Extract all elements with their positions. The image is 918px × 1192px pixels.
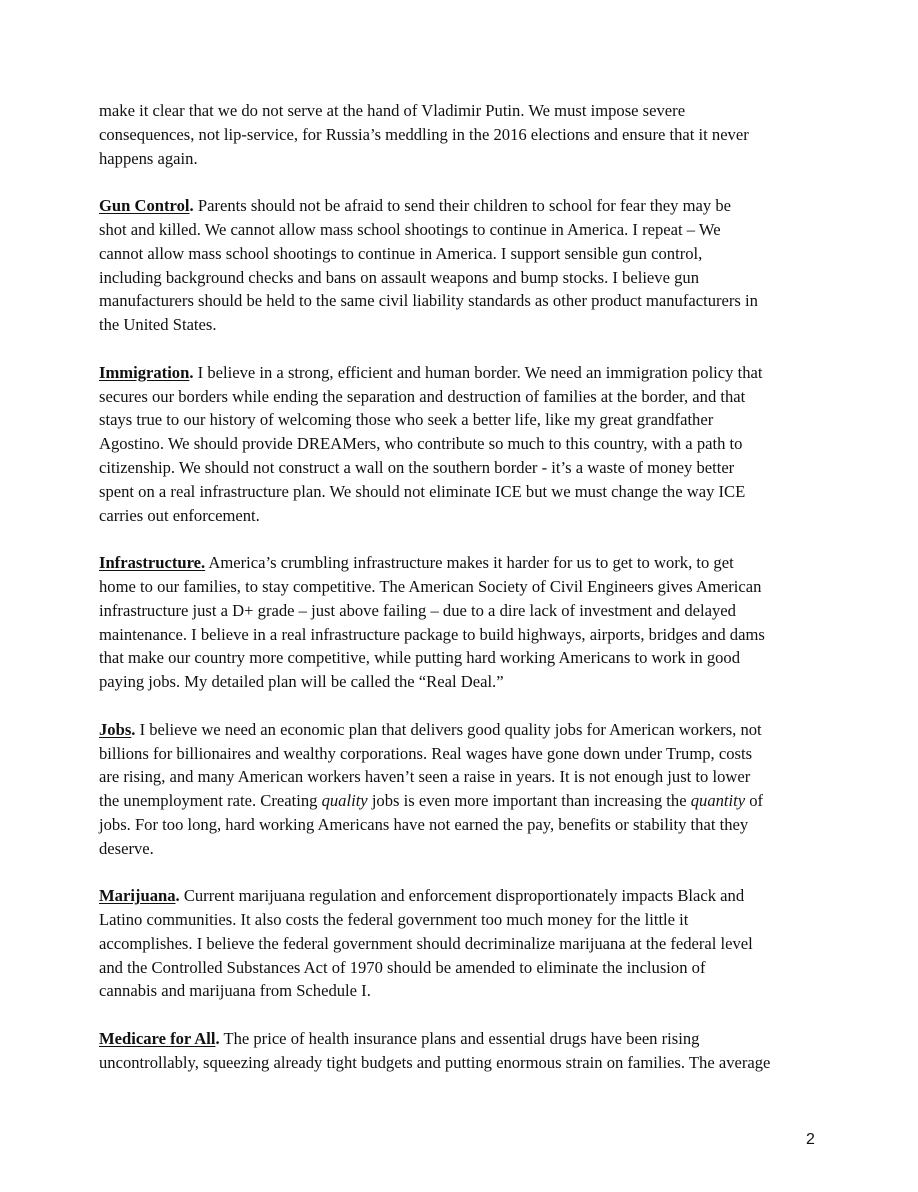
gun-control-heading: Gun Control [99, 196, 190, 216]
text-line: the United States. [99, 315, 217, 335]
text-line [99, 789, 823, 813]
text-line [99, 551, 823, 575]
marijuana-heading: Marijuana [99, 886, 176, 906]
text-line [99, 1027, 823, 1051]
text-run: Parents should not be afraid to send their children to school for fear they may be [193, 196, 731, 216]
gun-control-paragraph [99, 194, 823, 337]
text-line: shot and killed. We cannot allow mass school shootings to continue in America. I repeat – We [99, 219, 721, 239]
page-number: 2 [806, 1131, 815, 1148]
text-line [99, 718, 823, 742]
text-line: happens again. [99, 148, 198, 168]
text-line [99, 361, 823, 385]
text-line: stays true to our history of welcoming those who seek a better life, like my great grandfather [99, 410, 714, 430]
text-line: are rising, and many American workers haven’t seen a raise in years. It is not enough just to lower [99, 767, 751, 787]
intro-paragraph [99, 99, 823, 170]
page-body [99, 99, 823, 1098]
text-line: including background checks and bans on assault weapons and bump stocks. I believe gun [99, 267, 700, 287]
jobs-heading: Jobs [99, 719, 132, 739]
infrastructure-heading: Infrastructure. [99, 553, 206, 573]
text-run: the unemployment rate. Creating [99, 791, 322, 811]
text-line: and the Controlled Substances Act of 1970 should be amended to eliminate the inclusion of [99, 957, 706, 977]
text-line [99, 194, 823, 218]
text-line: cannot allow mass school shootings to continue in America. I support sensible gun control, [99, 243, 703, 263]
text-line [99, 884, 823, 908]
heading-period: . [215, 1029, 220, 1049]
text-line: consequences, not lip-service, for Russia’s meddling in the 2016 elections and ensure that it never [99, 124, 749, 144]
text-run: I believe in a strong, efficient and human border. We need an immigration policy that [193, 362, 763, 382]
immigration-paragraph [99, 361, 823, 528]
text-line: accomplishes. I believe the federal government should decriminalize marijuana at the federal level [99, 933, 753, 953]
text-line: secures our borders while ending the separation and destruction of families at the border, and that [99, 386, 746, 406]
heading-period: . [175, 886, 180, 906]
text-line: manufacturers should be held to the same civil liability standards as other product manufacturers in [99, 291, 758, 311]
text-run: jobs is even more important than increasing the [367, 791, 691, 811]
marijuana-paragraph [99, 884, 823, 1003]
infrastructure-paragraph [99, 551, 823, 694]
text-run: Current marijuana regulation and enforcement disproportionately impacts Black and [179, 886, 745, 906]
heading-period: . [189, 196, 194, 216]
medicare-heading: Medicare for All [99, 1029, 216, 1049]
text-line: cannabis and marijuana from Schedule I. [99, 981, 371, 1001]
text-line: carries out enforcement. [99, 505, 260, 525]
medicare-paragraph [99, 1027, 823, 1075]
text-line: deserve. [99, 838, 154, 858]
text-line: Agostino. We should provide DREAMers, who contribute so much to this country, with a path to [99, 434, 743, 454]
text-run: America’s crumbling infrastructure makes it harder for us to get to work, to get [205, 553, 734, 573]
text-line: maintenance. I believe in a real infrastructure package to build highways, airports, bridges and dams [99, 624, 765, 644]
text-line: uncontrollably, squeezing already tight budgets and putting enormous strain on families. The average [99, 1052, 771, 1072]
emphasis-quantity: quantity [690, 791, 746, 811]
emphasis-quality: quality [321, 791, 368, 811]
text-line: citizenship. We should not construct a wall on the southern border - it’s a waste of money better [99, 457, 735, 477]
text-run: The price of health insurance plans and essential drugs have been rising [219, 1029, 700, 1049]
jobs-paragraph [99, 718, 823, 861]
text-run: I believe we need an economic plan that delivers good quality jobs for American workers, not [135, 719, 762, 739]
text-line: paying jobs. My detailed plan will be called the “Real Deal.” [99, 672, 504, 692]
text-line: home to our families, to stay competitive. The American Society of Civil Engineers gives American [99, 576, 762, 596]
text-line: spent on a real infrastructure plan. We should not eliminate ICE but we must change the way ICE [99, 481, 746, 501]
text-line: jobs. For too long, hard working Americans have not earned the pay, benefits or stability that they [99, 814, 749, 834]
heading-period: . [131, 719, 136, 739]
text-run: of [745, 791, 764, 811]
heading-period: . [189, 362, 194, 382]
text-line: billions for billionaires and wealthy corporations. Real wages have gone down under Trump, costs [99, 743, 753, 763]
text-line: that make our country more competitive, while putting hard working Americans to work in good [99, 648, 741, 668]
text-line: Latino communities. It also costs the federal government too much money for the little it [99, 910, 689, 930]
immigration-heading: Immigration [99, 362, 190, 382]
text-line: infrastructure just a D+ grade – just above failing – due to a dire lack of investment and delayed [99, 600, 736, 620]
text-line: make it clear that we do not serve at the hand of Vladimir Putin. We must impose severe [99, 101, 686, 120]
